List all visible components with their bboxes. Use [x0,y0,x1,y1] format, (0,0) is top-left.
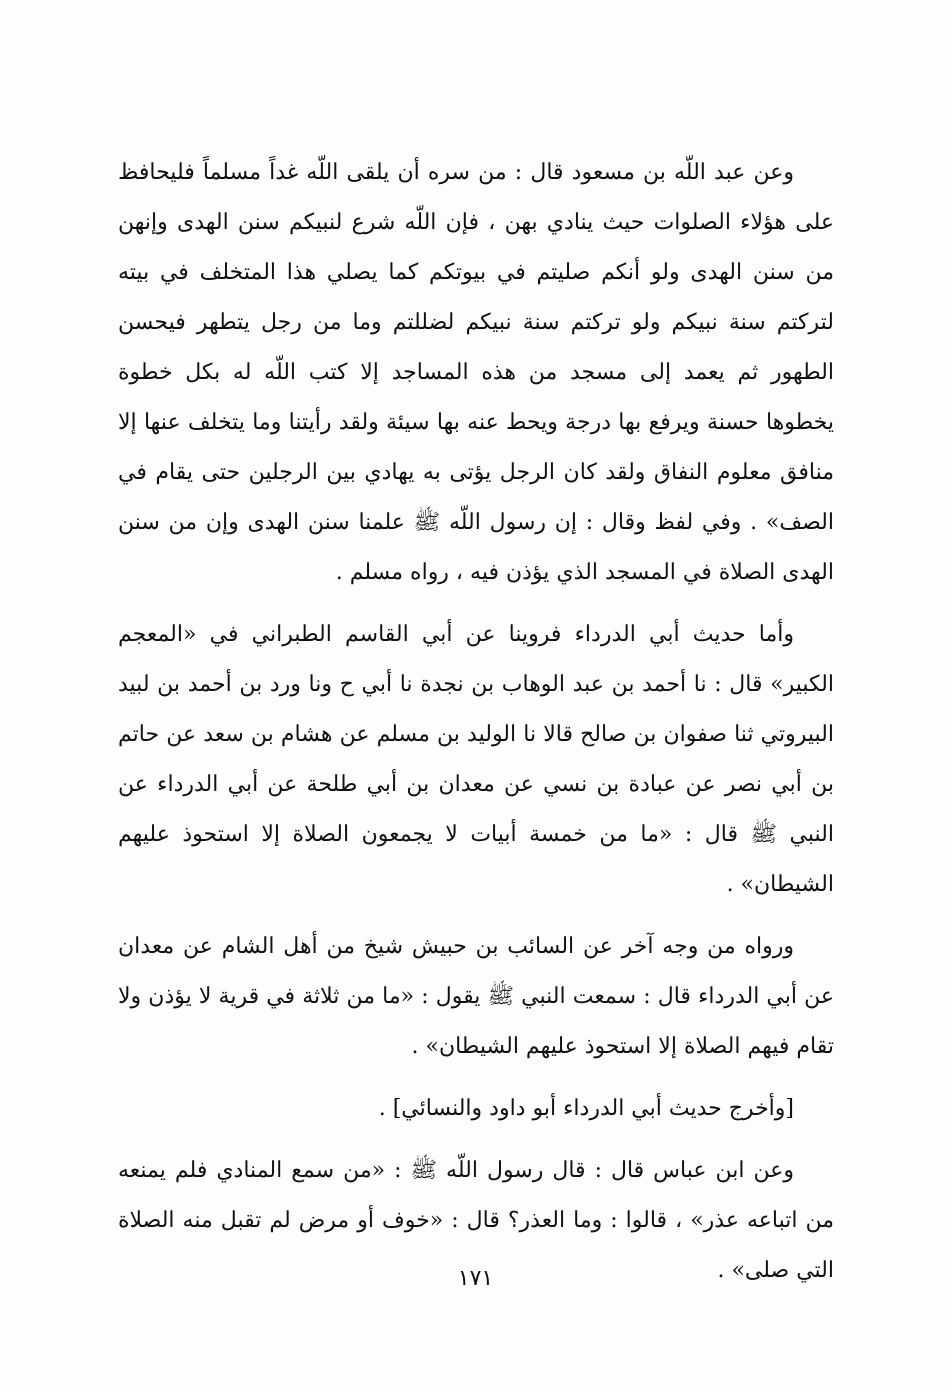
paragraph-ibn-abbas: وعن ابن عباس قال : قال رسول اللّه ﷺ : «من سمع المنادي فلم يمنعه من اتباعه عذر» ، قالوا : وما العذر؟ قال : «خوف أو مرض لم تقبل منه الصلاة التي صلى» . [118,1158,834,1283]
paragraph-saib-ibn-hubaysh: ورواه من وجه آخر عن السائب بن حبيش شيخ من أهل الشام عن معدان عن أبي الدرداء قال : سمعت النبي ﷺ يقول : «ما من ثلاثة في قرية لا يؤذن ولا تقام فيهم الصلاة إلا استحوذ عليهم الشيطان» . [118,934,834,1059]
body-text [118,148,834,1296]
paragraph-abu-darda-tabarani: وأما حديث أبي الدرداء فروينا عن أبي القاسم الطبراني في «المعجم الكبير» قال : نا أحمد بن عبد الوهاب بن نجدة نا أبي ح ونا ورد بن أحمد بن لبيد البيروتي ثنا صفوان بن صالح قالا نا الوليد بن مسلم عن هشام بن سعد عن حاتم بن أبي نصر عن عبادة بن نسي عن معدان بن أبي طلحة عن أبي الدرداء عن النبي ﷺ قال : «ما من خمسة أبيات لا يجمعون الصلاة إلا استحوذ عليهم الشيطان» . [118,622,834,897]
paragraph-abu-dawud-nasai: [وأخرج حديث أبي الدرداء أبو داود والنسائي] . [378,1096,794,1121]
paragraph-ibn-masud: وعن عبد اللّه بن مسعود قال : من سره أن يلقى اللّه غداً مسلماً فليحافظ على هؤلاء الصلوات حيث ينادي بهن ، فإن اللّه شرع لنبيكم سنن الهدى وإنهن من سنن الهدى ولو أنكم صليتم في بيوتكم كما يصلي هذا المتخلف في بيته لتركتم سنة نبيكم ولو تركتم سنة نبيكم لضللتم وما من رجل يتطهر فيحسن الطهور ثم يعمد إلى مسجد من هذه المساجد إلا كتب اللّه له بكل خطوة يخطوها حسنة ويرفع بها درجة ويحط عنه بها سيئة ولقد رأيتنا وما يتخلف عنها إلا منافق معلوم النفاق ولقد كان الرجل يؤتى به يهادي بين الرجلين حتى يقام في الصف» . وفي لفظ وقال : إن رسول اللّه ﷺ علمنا سنن الهدى وإن من سنن الهدى الصلاة في المسجد الذي يؤذن فيه ، رواه مسلم . [118,160,834,585]
page-number: ١٧١ [457,1266,494,1291]
